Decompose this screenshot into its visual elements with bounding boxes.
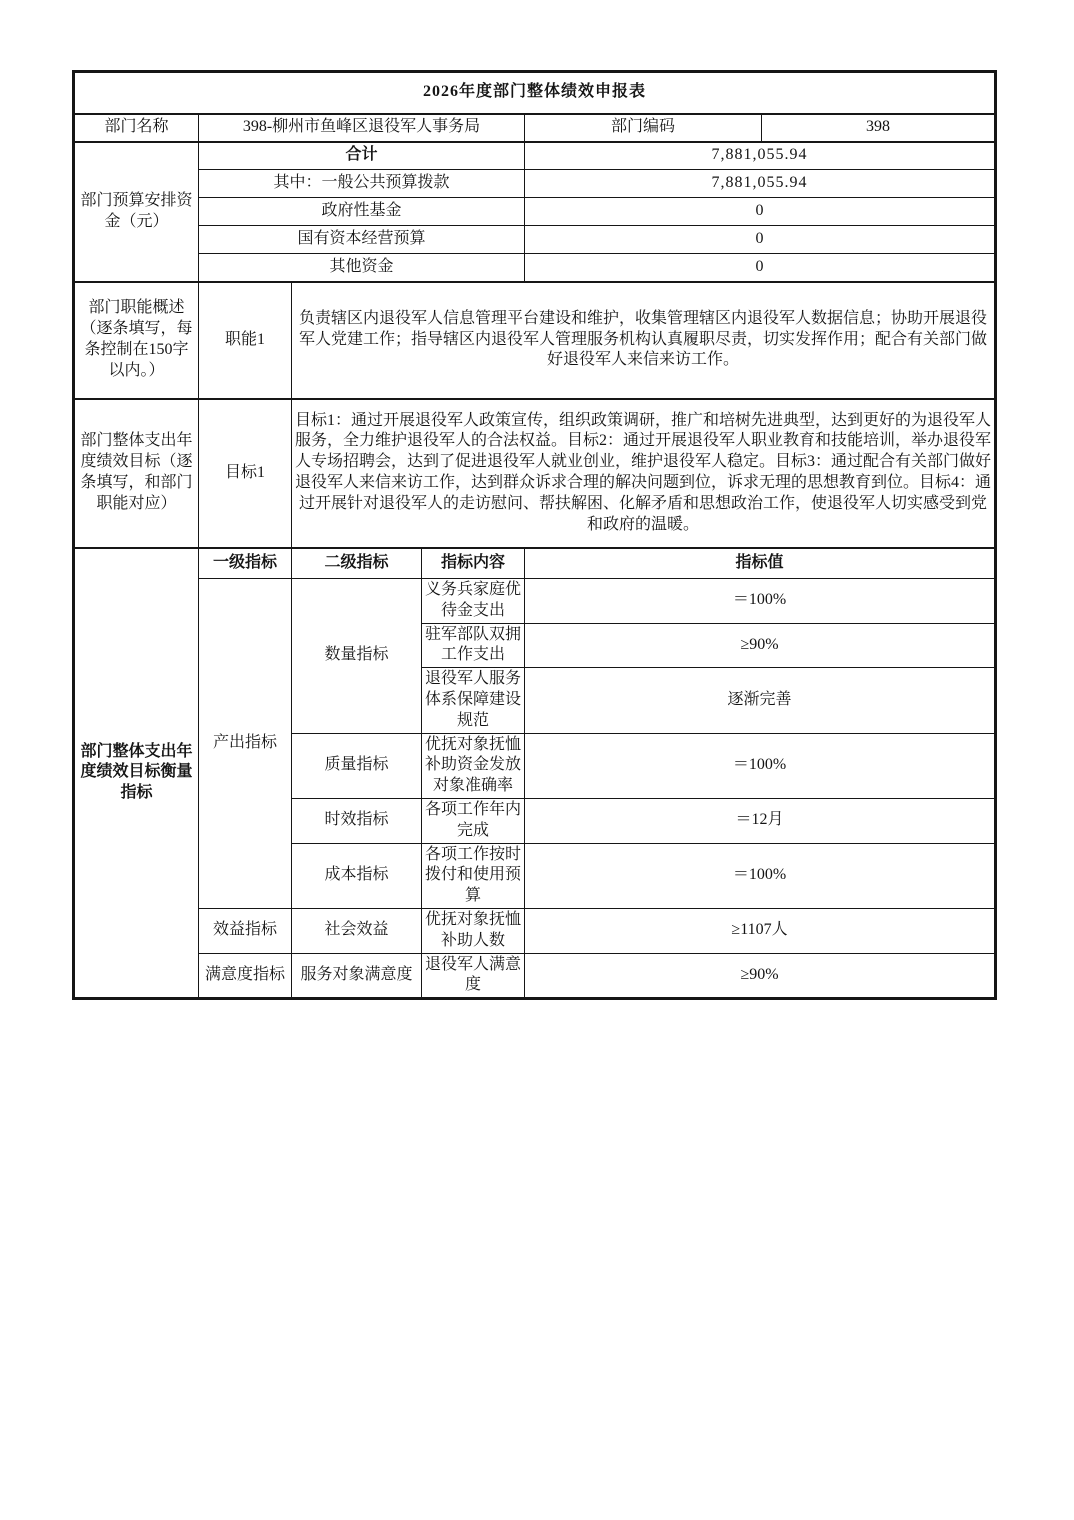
budget-row-total [74,142,996,170]
dept-code-value: 398 [762,114,996,142]
goals-content: 目标1：通过开展退役军人政策宣传，组织政策调研，推广和培树先进典型，达到更好的为退役军人服务，全力维护退役军人的合法权益。目标2：通过开展退役军人职业教育和技能培训，举办退役军人专场招聘会，达到了促进退役军人就业创业，维护退役军人稳定。目标3：通过配合有关部门做好退役军人来信来访工作，达到群众诉求合理的解决问题到位，诉求无理的思想教育到位。目标4：通过开展针对退役军人的走访慰问、帮扶解困、化解矛盾和思想政治工作，使退役军人切实感受到党和政府的温暖。 [292,399,996,548]
indicator-row [74,579,996,624]
functions-row [74,282,996,399]
indicator-content: 优抚对象抚恤补助资金发放对象准确率 [422,733,525,798]
indicator-row [74,908,996,953]
goals-item-label: 目标1 [199,399,292,548]
dept-code-label: 部门编码 [525,114,762,142]
indicators-header-row [74,548,996,579]
budget-label-public: 其中：一般公共预算拨款 [199,170,525,198]
budget-value-total: 7,881,055.94 [525,142,996,170]
indicator-value: ≥90% [525,953,996,999]
budget-label-govfund: 政府性基金 [199,198,525,226]
budget-section-label: 部门预算安排资金（元） [74,142,199,282]
budget-value-statecapital: 0 [525,226,996,254]
budget-row-statecapital [74,226,996,254]
indicator-content: 退役军人服务体系保障建设规范 [422,668,525,733]
budget-value-other: 0 [525,254,996,282]
indicator-row [74,953,996,999]
budget-label-statecapital: 国有资本经营预算 [199,226,525,254]
form-title: 2026年度部门整体绩效申报表 [74,72,996,114]
indicator-content: 优抚对象抚恤补助人数 [422,908,525,953]
level2-quantity-cell: 数量指标 [292,579,422,734]
level2-cost-cell: 成本指标 [292,843,422,908]
functions-item-label: 职能1 [199,282,292,399]
indicator-value: ≥1107人 [525,908,996,953]
level2-quality-cell: 质量指标 [292,733,422,798]
budget-row-public [74,170,996,198]
level1-benefit-cell: 效益指标 [199,908,292,953]
indicator-value: ＝100% [525,843,996,908]
dept-name-label: 部门名称 [74,114,199,142]
indicators-section-label: 部门整体支出年度绩效目标衡量指标 [74,548,199,999]
indicator-content: 各项工作年内完成 [422,798,525,843]
indicator-content: 驻军部队双拥工作支出 [422,623,525,668]
goals-section-label: 部门整体支出年度绩效目标（逐条填写，和部门职能对应） [74,399,199,548]
goals-row [74,399,996,548]
indicator-value: ＝100% [525,733,996,798]
budget-value-govfund: 0 [525,198,996,226]
title-row [74,72,996,114]
indicator-value: 逐渐完善 [525,668,996,733]
indicator-value: ＝12月 [525,798,996,843]
header-level2: 二级指标 [292,548,422,579]
dept-row [74,114,996,142]
functions-content: 负责辖区内退役军人信息管理平台建设和维护，收集管理辖区内退役军人数据信息；协助开展退役军人党建工作；指导辖区内退役军人管理服务机构认真履职尽责，切实发挥作用；配合有关部门做好退役军人来信来访工作。 [292,282,996,399]
indicator-content: 退役军人满意度 [422,953,525,999]
level1-satisfaction-cell: 满意度指标 [199,953,292,999]
performance-declaration-form [72,70,997,1000]
budget-row-other [74,254,996,282]
budget-label-other: 其他资金 [199,254,525,282]
indicator-value: ≥90% [525,623,996,668]
budget-row-govfund [74,198,996,226]
budget-value-public: 7,881,055.94 [525,170,996,198]
level2-timeliness-cell: 时效指标 [292,798,422,843]
indicator-content: 义务兵家庭优待金支出 [422,579,525,624]
level2-social-cell: 社会效益 [292,908,422,953]
functions-section-label: 部门职能概述（逐条填写，每条控制在150字以内。） [74,282,199,399]
level1-output-cell: 产出指标 [199,579,292,909]
indicator-content: 各项工作按时拨付和使用预算 [422,843,525,908]
budget-label-total: 合计 [199,142,525,170]
header-content: 指标内容 [422,548,525,579]
level2-service-satisfaction-cell: 服务对象满意度 [292,953,422,999]
dept-name-value: 398-柳州市鱼峰区退役军人事务局 [199,114,525,142]
header-level1: 一级指标 [199,548,292,579]
indicator-value: ＝100% [525,579,996,624]
header-value: 指标值 [525,548,996,579]
